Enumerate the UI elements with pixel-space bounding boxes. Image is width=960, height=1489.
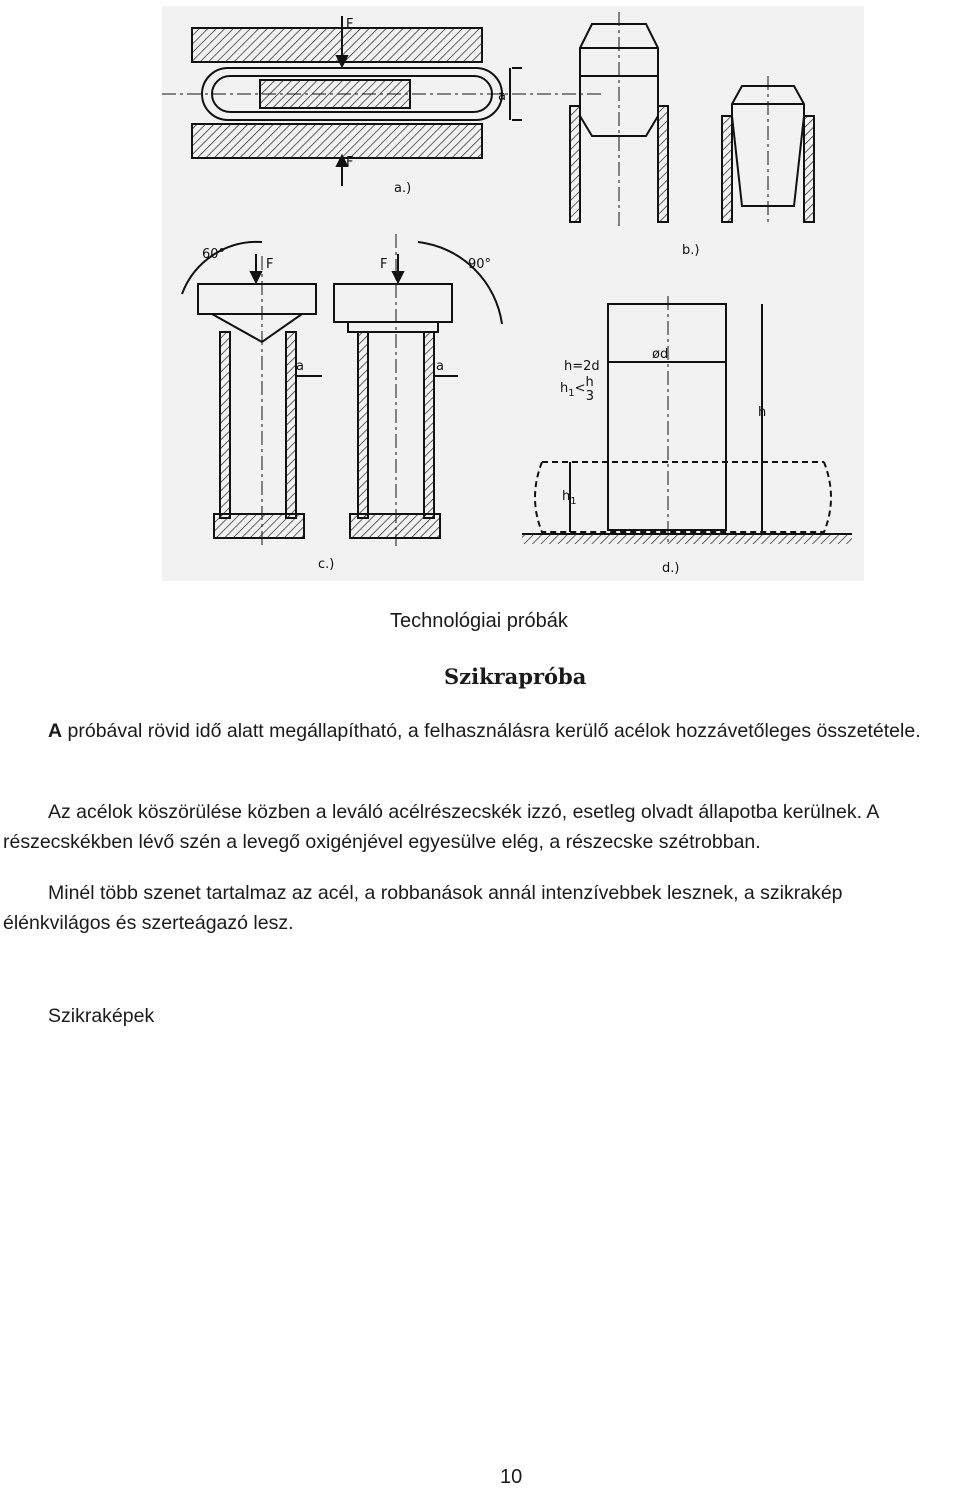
rule-h-2d: h=2d [564, 359, 600, 374]
rule-h1-lt-h3: $h_1<h$ 3 [560, 375, 595, 404]
force-label-c-right: F [380, 257, 388, 272]
paragraph-3-text: Minél több szenet tartalmaz az acél, a robbanások annál intenzívebbek lesznek, a szikrakép élénkvilágos és szerteágazó lesz. [3, 882, 843, 934]
section-heading: Szikrapróba [444, 664, 587, 689]
paragraph-2-text: Az acélok köszörülése közben a leváló acélrészecskék izzó, esetleg olvadt állapotba kerülnek. A részecskékben lévő szén a levegő oxigénjével egyesülve elég, a részecske szétrobban. [3, 801, 879, 853]
paragraph-1-text: próbával rövid idő alatt megállapítható, a felhasználásra kerülő acélok hozzávetőleges összetétele. [62, 720, 921, 742]
subsection-caption: Szikraképek [48, 1005, 155, 1027]
paragraph-1-bold: A [48, 720, 63, 742]
part-d-label: d.) [662, 561, 680, 576]
force-label-c-left: F [266, 257, 274, 272]
technical-drawing [162, 6, 864, 581]
force-label-a-top: F [346, 17, 354, 32]
height-1-label: $h_1$ [562, 489, 577, 507]
part-c-label: c.) [318, 557, 335, 572]
gap-label-a: a [498, 89, 506, 104]
part-b-label: b.) [682, 243, 700, 258]
part-a-label: a.) [394, 181, 412, 196]
diameter-label: ød [652, 347, 669, 362]
paragraph-2 [3, 797, 953, 857]
paragraph-3 [3, 878, 953, 938]
paragraph-1 [3, 716, 953, 746]
technical-drawing-figure [162, 6, 864, 581]
page-number: 10 [500, 1466, 523, 1488]
gap-label-c-right: a [436, 359, 444, 374]
force-label-a-bottom: F [346, 155, 354, 170]
gap-label-c-left: a [296, 359, 304, 374]
angle-90-label: 90° [468, 257, 492, 272]
height-label: h [758, 405, 767, 420]
figure-caption: Technológiai próbák [390, 610, 568, 632]
angle-60-label: 60° [202, 247, 226, 262]
